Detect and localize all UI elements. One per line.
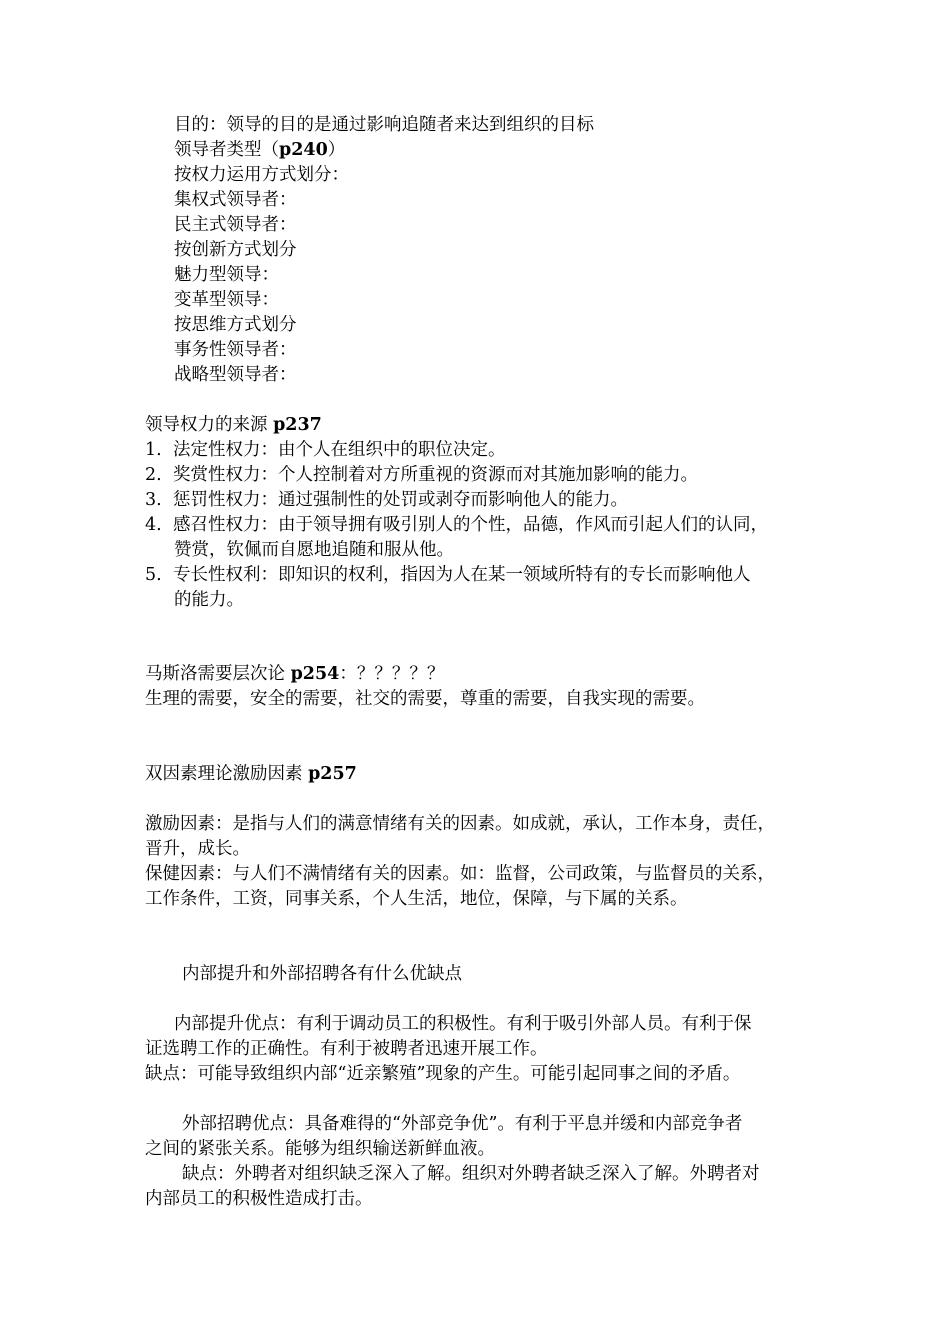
- motivators-line: 激励因素：是指与人们的满意情绪有关的因素。如成就，承认，工作本身，责任，: [145, 814, 775, 834]
- leader-types-page: p240: [279, 140, 328, 160]
- item-text: 专长性权利：即知识的权利，指因为人在某一领域所特有的专长而影响他人: [173, 565, 751, 585]
- maslow-heading: [145, 662, 444, 687]
- leadership-purpose: 目的：领导的目的是通过影响追随者来达到组织的目标: [174, 115, 594, 135]
- internal-pro-line: 证选聘工作的正确性。有利于被聘者迅速开展工作。: [145, 1039, 548, 1059]
- maslow-page: p254: [290, 664, 340, 684]
- item-text: 奖赏性权力：个人控制着对方所重视的资源而对其施加影响的能力。: [173, 465, 698, 485]
- leader-line: 按权力运用方式划分：: [174, 165, 349, 185]
- leader-line: 战略型领导者：: [174, 365, 297, 385]
- maslow-text: 生理的需要，安全的需要，社交的需要，尊重的需要，自我实现的需要。: [145, 689, 705, 709]
- twofactor-title: 双因素理论激励因素: [145, 764, 309, 784]
- internal-con-line: 缺点：可能导致组织内部“近亲繁殖”现象的产生。可能引起同事之间的矛盾。: [145, 1064, 741, 1084]
- item-text: 法定性权力：由个人在组织中的职位决定。: [173, 440, 506, 460]
- power-item: [145, 438, 506, 463]
- item-number: 3.: [145, 490, 162, 510]
- leader-types-title: 领导者类型（: [174, 140, 279, 160]
- power-item-continuation: 的能力。: [174, 590, 244, 610]
- leader-line: 事务性领导者：: [174, 340, 297, 360]
- external-con-line: 内部员工的积极性造成打击。: [145, 1189, 373, 1209]
- power-title: 领导权力的来源: [145, 415, 274, 435]
- external-pro-line: 之间的紧张关系。能够为组织输送新鲜血液。: [145, 1139, 495, 1159]
- leader-line: 魅力型领导：: [174, 265, 279, 285]
- power-page: p237: [273, 415, 322, 435]
- recruit-title: 内部提升和外部招聘各有什么优缺点: [182, 964, 462, 984]
- leader-types-close: ）: [327, 140, 346, 160]
- maslow-suffix: ：？？？？？: [339, 664, 445, 684]
- item-text: 惩罚性权力：通过强制性的处罚或剥夺而影响他人的能力。: [173, 490, 628, 510]
- internal-pro-line: 内部提升优点：有利于调动员工的积极性。有利于吸引外部人员。有利于保: [174, 1014, 752, 1034]
- leader-types-heading: [174, 138, 345, 163]
- item-text: 感召性权力：由于领导拥有吸引别人的个性，品德，作风而引起人们的认同，: [173, 515, 768, 535]
- power-item: [145, 513, 768, 538]
- maslow-title: 马斯洛需要层次论: [145, 664, 291, 684]
- power-item: [145, 463, 698, 488]
- item-number: 4.: [145, 515, 162, 535]
- leader-line: 民主式领导者：: [174, 215, 297, 235]
- external-con-line: 缺点：外聘者对组织缺乏深入了解。组织对外聘者缺乏深入了解。外聘者对: [182, 1164, 760, 1184]
- power-item: [145, 563, 751, 588]
- item-number: 2.: [145, 465, 162, 485]
- leader-line: 变革型领导：: [174, 290, 279, 310]
- twofactor-heading: [145, 762, 357, 787]
- leader-line: 按创新方式划分: [174, 240, 297, 260]
- item-number: 5.: [145, 565, 162, 585]
- item-number: 1.: [145, 440, 162, 460]
- motivators-line: 晋升，成长。: [145, 839, 250, 859]
- power-item: [145, 488, 628, 513]
- leader-line: 按思维方式划分: [174, 315, 297, 335]
- power-heading: [145, 413, 322, 438]
- hygiene-line: 工作条件，工资，同事关系，个人生活，地位，保障，与下属的关系。: [145, 889, 688, 909]
- twofactor-page: p257: [308, 764, 357, 784]
- power-item-continuation: 赞赏，钦佩而自愿地追随和服从他。: [174, 540, 454, 560]
- hygiene-line: 保健因素：与人们不满情绪有关的因素。如：监督，公司政策，与监督员的关系，: [145, 864, 775, 884]
- leader-line: 集权式领导者：: [174, 190, 297, 210]
- external-pro-line: 外部招聘优点：具备难得的“外部竞争优”。有利于平息并缓和内部竞争者: [182, 1114, 743, 1134]
